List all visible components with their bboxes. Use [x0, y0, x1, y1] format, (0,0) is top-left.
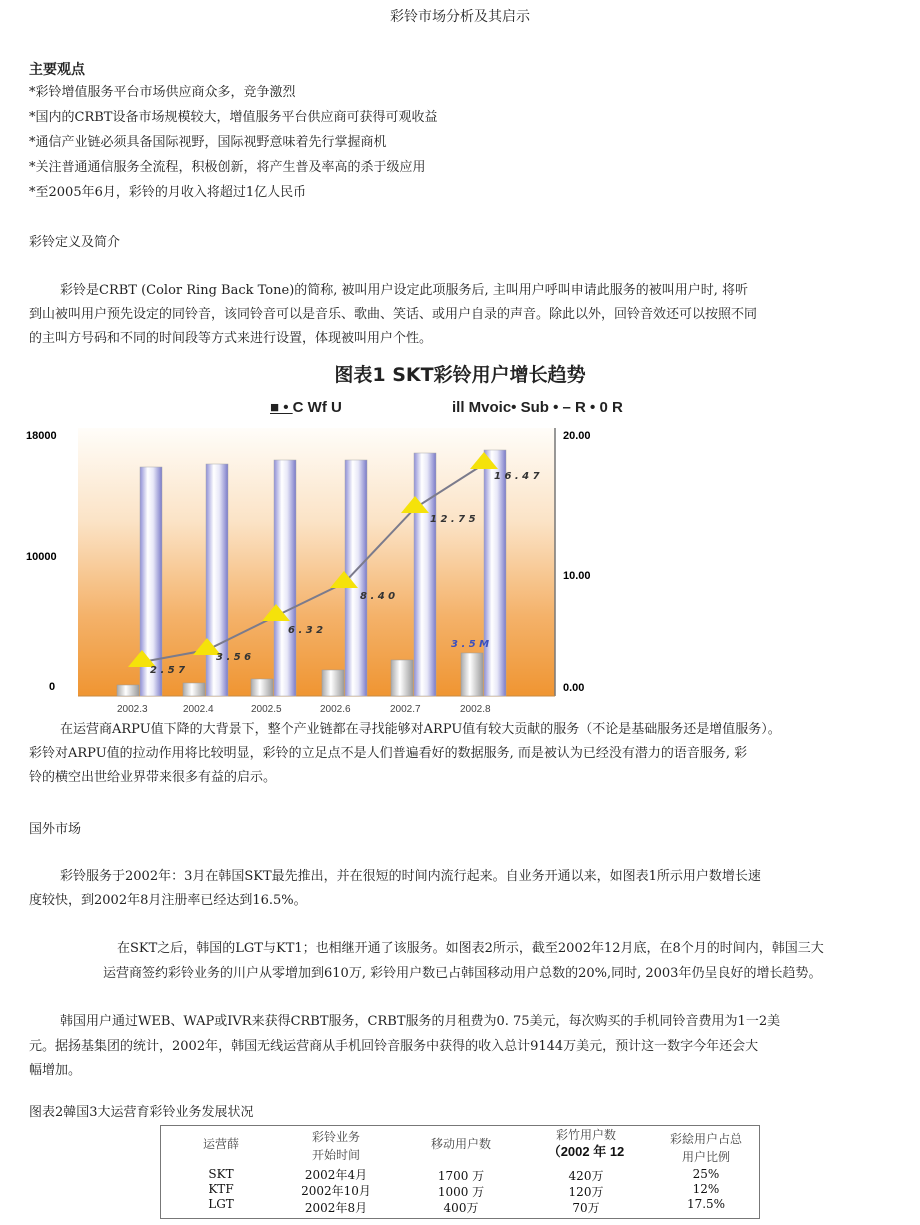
left-tick: 18000 — [26, 430, 57, 442]
table2-cell: 1000 万 — [437, 1185, 485, 1199]
main-point-item: *彩铃增值服务平台市场供应商众多，竞争激烈 — [29, 85, 296, 100]
chart-title: 图表1 SKT彩铃用户增长趋势 — [334, 364, 586, 386]
svg-text:2 . 5 7: 2 . 5 7 — [150, 665, 186, 676]
table2-cell: 25% — [692, 1167, 720, 1181]
svg-text:1 6 . 4 7: 1 6 . 4 7 — [494, 471, 540, 482]
svg-text:2002.8: 2002.8 — [460, 704, 491, 715]
table2-header: 用户比例 — [681, 1150, 730, 1164]
svg-text:3 . 5 M: 3 . 5 M — [451, 639, 490, 650]
foreign-p1-line: 度较快，到2002年8月注册率已经达到16.5%。 — [29, 893, 307, 908]
table2-cell: 1700 万 — [437, 1169, 485, 1183]
table2-header: 运营薛 — [202, 1137, 239, 1151]
table2-header: 彩铃业务 — [311, 1130, 360, 1144]
svg-text:2002.4: 2002.4 — [183, 704, 214, 715]
table2-cell: 12% — [692, 1182, 720, 1196]
main-points-heading: 主要观点 — [29, 62, 85, 78]
definition-heading: 彩铃定义及简介 — [29, 235, 121, 250]
table2-caption: 图表2韓国3大运营育彩铃业务发展状况 — [29, 1105, 254, 1120]
right-tick: 10.00 — [563, 570, 591, 582]
svg-text:2002.5: 2002.5 — [251, 704, 282, 715]
svg-text:2002.3: 2002.3 — [117, 704, 148, 715]
chart-svg — [20, 422, 610, 717]
right-tick: 0.00 — [563, 682, 585, 694]
main-point-item: *关注普通通信服务全流程，积极创新，将产生普及率高的杀于级应用 — [29, 160, 426, 175]
svg-text:6 . 3 2: 6 . 3 2 — [288, 625, 324, 636]
table2-cell: 70万 — [572, 1201, 600, 1215]
table2-cell: 2002年4月 — [304, 1168, 368, 1182]
svg-text:1 2 . 7 5: 1 2 . 7 5 — [430, 514, 476, 525]
definition-line: 彩铃是CRBT (Color Ring Back Tone)的简称, 被叫用户设定此项服务后, 主叫用户呼叫申请此服务的被叫用户时, 将听 — [60, 283, 749, 298]
svg-text:8 . 4 0: 8 . 4 0 — [360, 591, 396, 602]
arpu-line: 彩铃对ARPU值的拉动作用将比较明显，彩铃的立足点不是人们普遍看好的数据服务, 而是被认为已经没有潜力的语音服务, 彩 — [29, 746, 748, 761]
table2-cell: SKT — [208, 1167, 234, 1181]
main-point-item: *通信产业链必须具备国际视野，国际视野意味着先行掌握商机 — [29, 135, 387, 150]
foreign-p3-line: 元。据扬基集团的统计，2002年，韩国无线运营商从手机回铃音服务中获得的收入总计9144万美元，预计这一数字今年还会大 — [29, 1039, 759, 1054]
table2-cell: LGT — [208, 1197, 234, 1211]
table2-header: 彩絵用户占总 — [669, 1132, 742, 1146]
legend-marker: ■ • — [270, 399, 293, 416]
right-tick: 20.00 — [563, 430, 591, 442]
main-point-item: *国内的CRBT设备市场规模较大，增值服务平台供应商可获得可观收益 — [29, 110, 438, 125]
main-point-item: *至2005年6月，彩铃的月收入将超过1亿人民币 — [29, 185, 307, 200]
foreign-heading: 国外市场 — [29, 822, 82, 837]
chart-legend-item-crbt: ■ • C Wf U — [270, 399, 342, 416]
svg-text:2002.7: 2002.7 — [390, 704, 421, 715]
left-tick: 10000 — [26, 551, 57, 563]
table2-cell: 400万 — [443, 1201, 479, 1215]
table2-cell: 120万 — [568, 1185, 604, 1199]
table2 — [160, 1125, 760, 1219]
arpu-line: 铃的横空出世给业界带来很多有益的启示。 — [29, 770, 277, 785]
left-tick: 0 — [49, 681, 56, 693]
chart-legend-item-voice: ill Mvoic• Sub • – R • 0 R — [452, 399, 623, 416]
definition-line: 到山被叫用户预先设定的同铃音，该同铃音可以是音乐、歌曲、笑话、或用户自录的声音。除此以外，回铃音效还可以按照不同 — [29, 307, 758, 322]
table2-header: 开始时间 — [311, 1148, 360, 1162]
table2-cell: KTF — [208, 1182, 234, 1196]
svg-text:3 . 5 6: 3 . 5 6 — [216, 652, 252, 663]
table2-cell: 2002年8月 — [304, 1201, 368, 1215]
table2-cell: 2002年10月 — [301, 1184, 371, 1198]
chart-1 — [20, 422, 610, 717]
foreign-p1-line: 彩铃服务于2002年：3月在韩国SKT最先推出，并在很短的时间内流行起来。自业务开通以来，如图表1所示用户数增长速 — [60, 869, 761, 884]
foreign-p3-line: 韩国用户通过WEB、WAP或IVR来获得CRBT服务，CRBT服务的月租费为0. 75美元，每次购买的手机同铃音费用为1一2美 — [60, 1014, 781, 1029]
table2-header: 移动用户数 — [430, 1137, 491, 1151]
foreign-p2-line: 在SKT之后，韩国的LGT与KT1；也相继开通了该服务。如图表2所示，截至2002年12月底，在8个月的时间内，韩国三大 — [117, 941, 824, 956]
arpu-line: 在运营商ARPU值下降的大背景下，整个产业链都在寻找能够对ARPU值有较大贡献的服务（不论是基础服务还是增值服务）。 — [60, 722, 781, 737]
foreign-p3-line: 幅增加。 — [29, 1063, 82, 1078]
table2-header: （2002 年 12 — [547, 1144, 625, 1159]
table2-cell: 17.5% — [686, 1197, 726, 1211]
foreign-p2-line: 运营商签约彩铃业务的川户从零增加到610万, 彩铃用户数已占韩国移动用户总数的20%,同时, 2003年仍呈良好的增长趋势。 — [103, 966, 822, 981]
table2-header: 彩竹用户数 — [555, 1128, 616, 1142]
document-title: 彩铃市场分析及其启示 — [390, 9, 530, 25]
definition-line: 的主叫方号码和不同的时间段等方式来进行设置，体现被叫用户个性。 — [29, 331, 433, 346]
svg-text:2002.6: 2002.6 — [320, 704, 351, 715]
table2-cell: 420万 — [568, 1169, 604, 1183]
